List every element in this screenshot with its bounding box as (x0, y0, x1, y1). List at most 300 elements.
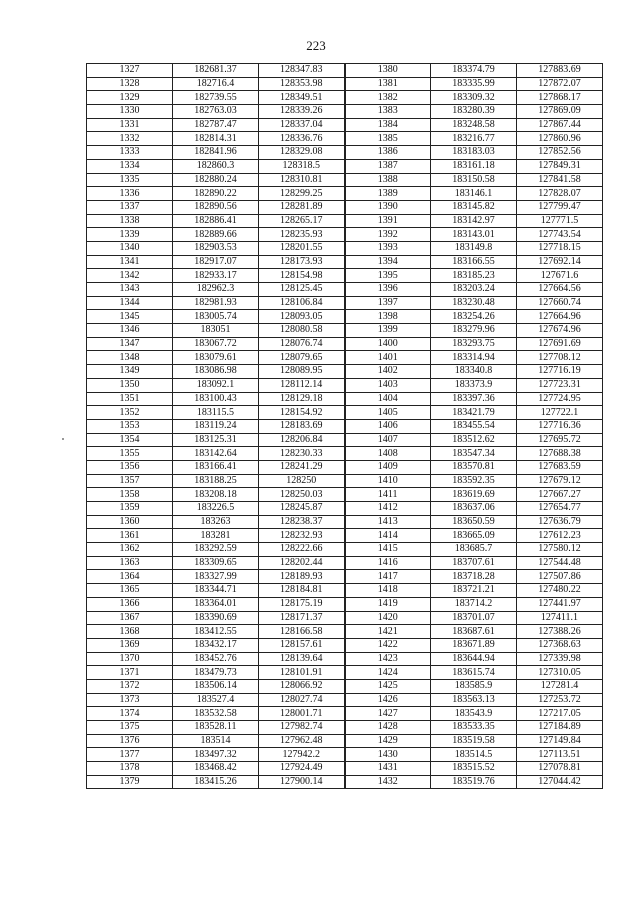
y-coordinate-cell: 128339.26 (259, 105, 345, 119)
x-coordinate-cell: 183067.72 (173, 337, 259, 351)
point-number-cell: 1377 (87, 748, 173, 762)
point-number-cell: 1420 (345, 611, 431, 625)
point-number-cell: 1330 (87, 105, 173, 119)
x-coordinate-cell: 183547.34 (431, 447, 517, 461)
y-coordinate-cell: 128001.71 (259, 707, 345, 721)
point-number-cell: 1361 (87, 529, 173, 543)
y-coordinate-cell: 127612.23 (517, 529, 603, 543)
point-number-cell: 1380 (345, 64, 431, 78)
point-number-cell: 1432 (345, 775, 431, 789)
y-coordinate-cell: 127113.51 (517, 748, 603, 762)
coordinates-table (86, 63, 603, 789)
y-coordinate-cell: 128157.61 (259, 638, 345, 652)
table-row (87, 77, 603, 91)
x-coordinate-cell: 182841.96 (173, 146, 259, 160)
point-number-cell: 1365 (87, 584, 173, 598)
point-number-cell: 1413 (345, 515, 431, 529)
x-coordinate-cell: 183479.73 (173, 666, 259, 680)
x-coordinate-cell: 182933.17 (173, 269, 259, 283)
table-row (87, 433, 603, 447)
y-coordinate-cell: 127149.84 (517, 734, 603, 748)
y-coordinate-cell: 127982.74 (259, 721, 345, 735)
table-row (87, 638, 603, 652)
y-coordinate-cell: 128154.98 (259, 269, 345, 283)
y-coordinate-cell: 127660.74 (517, 296, 603, 310)
point-number-cell: 1385 (345, 132, 431, 146)
y-coordinate-cell: 127872.07 (517, 77, 603, 91)
table-row (87, 269, 603, 283)
table-row (87, 351, 603, 365)
x-coordinate-cell: 183327.99 (173, 570, 259, 584)
y-coordinate-cell: 128129.18 (259, 392, 345, 406)
point-number-cell: 1346 (87, 324, 173, 338)
x-coordinate-cell: 183161.18 (431, 159, 517, 173)
x-coordinate-cell: 183592.35 (431, 474, 517, 488)
point-number-cell: 1427 (345, 707, 431, 721)
point-number-cell: 1405 (345, 406, 431, 420)
x-coordinate-cell: 182962.3 (173, 283, 259, 297)
point-number-cell: 1350 (87, 378, 173, 392)
point-number-cell: 1426 (345, 693, 431, 707)
y-coordinate-cell: 128171.37 (259, 611, 345, 625)
point-number-cell: 1341 (87, 255, 173, 269)
y-coordinate-cell: 127868.17 (517, 91, 603, 105)
y-coordinate-cell: 128299.25 (259, 187, 345, 201)
table-row (87, 543, 603, 557)
table-row (87, 693, 603, 707)
x-coordinate-cell: 183364.01 (173, 597, 259, 611)
x-coordinate-cell: 182739.55 (173, 91, 259, 105)
y-coordinate-cell: 127667.27 (517, 488, 603, 502)
x-coordinate-cell: 183637.06 (431, 502, 517, 516)
y-coordinate-cell: 128238.37 (259, 515, 345, 529)
point-number-cell: 1360 (87, 515, 173, 529)
point-number-cell: 1395 (345, 269, 431, 283)
table-row (87, 460, 603, 474)
point-number-cell: 1358 (87, 488, 173, 502)
y-coordinate-cell: 127867.44 (517, 118, 603, 132)
y-coordinate-cell: 128265.17 (259, 214, 345, 228)
point-number-cell: 1342 (87, 269, 173, 283)
x-coordinate-cell: 183149.8 (431, 241, 517, 255)
table-row (87, 173, 603, 187)
y-coordinate-cell: 127883.69 (517, 64, 603, 78)
x-coordinate-cell: 182981.93 (173, 296, 259, 310)
table-row (87, 283, 603, 297)
y-coordinate-cell: 128066.92 (259, 679, 345, 693)
x-coordinate-cell: 183644.94 (431, 652, 517, 666)
x-coordinate-cell: 183685.7 (431, 543, 517, 557)
x-coordinate-cell: 183226.5 (173, 502, 259, 516)
x-coordinate-cell: 183455.54 (431, 419, 517, 433)
point-number-cell: 1417 (345, 570, 431, 584)
point-number-cell: 1399 (345, 324, 431, 338)
point-number-cell: 1402 (345, 365, 431, 379)
x-coordinate-cell: 183373.9 (431, 378, 517, 392)
y-coordinate-cell: 127683.59 (517, 460, 603, 474)
y-coordinate-cell: 128101.91 (259, 666, 345, 680)
point-number-cell: 1421 (345, 625, 431, 639)
table-row (87, 529, 603, 543)
x-coordinate-cell: 183515.52 (431, 762, 517, 776)
table-row (87, 241, 603, 255)
x-coordinate-cell: 183051 (173, 324, 259, 338)
y-coordinate-cell: 127695.72 (517, 433, 603, 447)
x-coordinate-cell: 183183.03 (431, 146, 517, 160)
x-coordinate-cell: 182787.47 (173, 118, 259, 132)
point-number-cell: 1414 (345, 529, 431, 543)
x-coordinate-cell: 183397.36 (431, 392, 517, 406)
y-coordinate-cell: 127900.14 (259, 775, 345, 789)
x-coordinate-cell: 182886.41 (173, 214, 259, 228)
x-coordinate-cell: 183452.76 (173, 652, 259, 666)
point-number-cell: 1332 (87, 132, 173, 146)
y-coordinate-cell: 127664.96 (517, 310, 603, 324)
table-row (87, 296, 603, 310)
table-row (87, 132, 603, 146)
point-number-cell: 1391 (345, 214, 431, 228)
x-coordinate-cell: 183279.96 (431, 324, 517, 338)
table-row (87, 118, 603, 132)
point-number-cell: 1344 (87, 296, 173, 310)
point-number-cell: 1375 (87, 721, 173, 735)
point-number-cell: 1372 (87, 679, 173, 693)
y-coordinate-cell: 127679.12 (517, 474, 603, 488)
point-number-cell: 1368 (87, 625, 173, 639)
y-coordinate-cell: 127253.72 (517, 693, 603, 707)
point-number-cell: 1430 (345, 748, 431, 762)
table-row (87, 762, 603, 776)
x-coordinate-cell: 183506.14 (173, 679, 259, 693)
point-number-cell: 1329 (87, 91, 173, 105)
point-number-cell: 1410 (345, 474, 431, 488)
point-number-cell: 1423 (345, 652, 431, 666)
y-coordinate-cell: 127184.89 (517, 721, 603, 735)
point-number-cell: 1337 (87, 200, 173, 214)
y-coordinate-cell: 127217.05 (517, 707, 603, 721)
y-coordinate-cell: 128189.93 (259, 570, 345, 584)
table-row (87, 419, 603, 433)
x-coordinate-cell: 183292.59 (173, 543, 259, 557)
y-coordinate-cell: 128318.5 (259, 159, 345, 173)
table-row (87, 734, 603, 748)
x-coordinate-cell: 183119.24 (173, 419, 259, 433)
y-coordinate-cell: 128139.64 (259, 652, 345, 666)
point-number-cell: 1400 (345, 337, 431, 351)
x-coordinate-cell: 183543.9 (431, 707, 517, 721)
x-coordinate-cell: 183254.26 (431, 310, 517, 324)
point-number-cell: 1351 (87, 392, 173, 406)
x-coordinate-cell: 183615.74 (431, 666, 517, 680)
point-number-cell: 1415 (345, 543, 431, 557)
y-coordinate-cell: 128222.66 (259, 543, 345, 557)
x-coordinate-cell: 183092.1 (173, 378, 259, 392)
point-number-cell: 1336 (87, 187, 173, 201)
table-row (87, 378, 603, 392)
point-number-cell: 1408 (345, 447, 431, 461)
point-number-cell: 1403 (345, 378, 431, 392)
x-coordinate-cell: 183166.55 (431, 255, 517, 269)
y-coordinate-cell: 127281.4 (517, 679, 603, 693)
table-row (87, 556, 603, 570)
point-number-cell: 1384 (345, 118, 431, 132)
table-row (87, 324, 603, 338)
x-coordinate-cell: 183340.8 (431, 365, 517, 379)
table-row (87, 652, 603, 666)
table-row (87, 515, 603, 529)
x-coordinate-cell: 182860.3 (173, 159, 259, 173)
table-row (87, 200, 603, 214)
y-coordinate-cell: 127841.58 (517, 173, 603, 187)
x-coordinate-cell: 183374.79 (431, 64, 517, 78)
y-coordinate-cell: 128093.05 (259, 310, 345, 324)
x-coordinate-cell: 183718.28 (431, 570, 517, 584)
table-row (87, 570, 603, 584)
x-coordinate-cell: 183216.77 (431, 132, 517, 146)
y-coordinate-cell: 127441.97 (517, 597, 603, 611)
y-coordinate-cell: 128310.81 (259, 173, 345, 187)
point-number-cell: 1390 (345, 200, 431, 214)
y-coordinate-cell: 127852.56 (517, 146, 603, 160)
y-coordinate-cell: 128027.74 (259, 693, 345, 707)
point-number-cell: 1425 (345, 679, 431, 693)
x-coordinate-cell: 183309.65 (173, 556, 259, 570)
x-coordinate-cell: 183100.43 (173, 392, 259, 406)
y-coordinate-cell: 127716.36 (517, 419, 603, 433)
y-coordinate-cell: 128184.81 (259, 584, 345, 598)
x-coordinate-cell: 183412.55 (173, 625, 259, 639)
y-coordinate-cell: 127688.38 (517, 447, 603, 461)
y-coordinate-cell: 128089.95 (259, 365, 345, 379)
point-number-cell: 1418 (345, 584, 431, 598)
point-number-cell: 1406 (345, 419, 431, 433)
point-number-cell: 1401 (345, 351, 431, 365)
x-coordinate-cell: 183707.61 (431, 556, 517, 570)
point-number-cell: 1369 (87, 638, 173, 652)
table-row (87, 105, 603, 119)
point-number-cell: 1387 (345, 159, 431, 173)
y-coordinate-cell: 127716.19 (517, 365, 603, 379)
y-coordinate-cell: 128175.19 (259, 597, 345, 611)
y-coordinate-cell: 127718.15 (517, 241, 603, 255)
table-row (87, 310, 603, 324)
x-coordinate-cell: 183514.5 (431, 748, 517, 762)
x-coordinate-cell: 183314.94 (431, 351, 517, 365)
y-coordinate-cell: 128125.45 (259, 283, 345, 297)
y-coordinate-cell: 127724.95 (517, 392, 603, 406)
point-number-cell: 1357 (87, 474, 173, 488)
point-number-cell: 1367 (87, 611, 173, 625)
x-coordinate-cell: 183293.75 (431, 337, 517, 351)
x-coordinate-cell: 183527.4 (173, 693, 259, 707)
y-coordinate-cell: 127692.14 (517, 255, 603, 269)
x-coordinate-cell: 183086.98 (173, 365, 259, 379)
x-coordinate-cell: 182681.37 (173, 64, 259, 78)
x-coordinate-cell: 183142.97 (431, 214, 517, 228)
point-number-cell: 1376 (87, 734, 173, 748)
point-number-cell: 1382 (345, 91, 431, 105)
x-coordinate-cell: 183421.79 (431, 406, 517, 420)
y-coordinate-cell: 127368.63 (517, 638, 603, 652)
x-coordinate-cell: 182890.56 (173, 200, 259, 214)
table-row (87, 721, 603, 735)
point-number-cell: 1349 (87, 365, 173, 379)
point-number-cell: 1409 (345, 460, 431, 474)
y-coordinate-cell: 127962.48 (259, 734, 345, 748)
y-coordinate-cell: 128079.65 (259, 351, 345, 365)
point-number-cell: 1394 (345, 255, 431, 269)
table-row (87, 214, 603, 228)
y-coordinate-cell: 127411.1 (517, 611, 603, 625)
table-row (87, 159, 603, 173)
table-row (87, 584, 603, 598)
x-coordinate-cell: 183309.32 (431, 91, 517, 105)
point-number-cell: 1412 (345, 502, 431, 516)
table-row (87, 775, 603, 789)
point-number-cell: 1424 (345, 666, 431, 680)
x-coordinate-cell: 183528.11 (173, 721, 259, 735)
x-coordinate-cell: 183208.18 (173, 488, 259, 502)
point-number-cell: 1353 (87, 419, 173, 433)
y-coordinate-cell: 127771.5 (517, 214, 603, 228)
point-number-cell: 1335 (87, 173, 173, 187)
point-number-cell: 1348 (87, 351, 173, 365)
y-coordinate-cell: 127869.09 (517, 105, 603, 119)
y-coordinate-cell: 128329.08 (259, 146, 345, 160)
x-coordinate-cell: 183079.61 (173, 351, 259, 365)
y-coordinate-cell: 127310.05 (517, 666, 603, 680)
point-number-cell: 1328 (87, 77, 173, 91)
x-coordinate-cell: 183143.01 (431, 228, 517, 242)
point-number-cell: 1392 (345, 228, 431, 242)
y-coordinate-cell: 127654.77 (517, 502, 603, 516)
table-row (87, 474, 603, 488)
y-coordinate-cell: 127799.47 (517, 200, 603, 214)
point-number-cell: 1370 (87, 652, 173, 666)
point-number-cell: 1333 (87, 146, 173, 160)
point-number-cell: 1398 (345, 310, 431, 324)
point-number-cell: 1366 (87, 597, 173, 611)
x-coordinate-cell: 182890.22 (173, 187, 259, 201)
table-row (87, 447, 603, 461)
x-coordinate-cell: 183721.21 (431, 584, 517, 598)
x-coordinate-cell: 183142.64 (173, 447, 259, 461)
x-coordinate-cell: 183687.61 (431, 625, 517, 639)
y-coordinate-cell: 127480.22 (517, 584, 603, 598)
table-row (87, 666, 603, 680)
y-coordinate-cell: 127078.81 (517, 762, 603, 776)
point-number-cell: 1339 (87, 228, 173, 242)
x-coordinate-cell: 183714.2 (431, 597, 517, 611)
x-coordinate-cell: 183248.58 (431, 118, 517, 132)
point-number-cell: 1356 (87, 460, 173, 474)
x-coordinate-cell: 183263 (173, 515, 259, 529)
y-coordinate-cell: 128080.58 (259, 324, 345, 338)
point-number-cell: 1347 (87, 337, 173, 351)
x-coordinate-cell: 183519.58 (431, 734, 517, 748)
x-coordinate-cell: 183188.25 (173, 474, 259, 488)
point-number-cell: 1364 (87, 570, 173, 584)
y-coordinate-cell: 127743.54 (517, 228, 603, 242)
point-number-cell: 1407 (345, 433, 431, 447)
y-coordinate-cell: 127708.12 (517, 351, 603, 365)
point-number-cell: 1389 (345, 187, 431, 201)
point-number-cell: 1359 (87, 502, 173, 516)
point-number-cell: 1428 (345, 721, 431, 735)
point-number-cell: 1381 (345, 77, 431, 91)
point-number-cell: 1363 (87, 556, 173, 570)
x-coordinate-cell: 183344.71 (173, 584, 259, 598)
x-coordinate-cell: 183115.5 (173, 406, 259, 420)
y-coordinate-cell: 127828.07 (517, 187, 603, 201)
point-number-cell: 1374 (87, 707, 173, 721)
y-coordinate-cell: 128202.44 (259, 556, 345, 570)
y-coordinate-cell: 127849.31 (517, 159, 603, 173)
point-number-cell: 1379 (87, 775, 173, 789)
y-coordinate-cell: 128347.83 (259, 64, 345, 78)
point-number-cell: 1354 (87, 433, 173, 447)
x-coordinate-cell: 183650.59 (431, 515, 517, 529)
point-number-cell: 1383 (345, 105, 431, 119)
y-coordinate-cell: 128112.14 (259, 378, 345, 392)
point-number-cell: 1388 (345, 173, 431, 187)
x-coordinate-cell: 183125.31 (173, 433, 259, 447)
y-coordinate-cell: 128353.98 (259, 77, 345, 91)
point-number-cell: 1378 (87, 762, 173, 776)
point-number-cell: 1371 (87, 666, 173, 680)
point-number-cell: 1396 (345, 283, 431, 297)
x-coordinate-cell: 183514 (173, 734, 259, 748)
x-coordinate-cell: 183432.17 (173, 638, 259, 652)
y-coordinate-cell: 127691.69 (517, 337, 603, 351)
point-number-cell: 1362 (87, 543, 173, 557)
table-row (87, 228, 603, 242)
y-coordinate-cell: 127924.49 (259, 762, 345, 776)
table-row (87, 502, 603, 516)
y-coordinate-cell: 128201.55 (259, 241, 345, 255)
point-number-cell: 1422 (345, 638, 431, 652)
table-row (87, 255, 603, 269)
y-coordinate-cell: 128076.74 (259, 337, 345, 351)
x-coordinate-cell: 183150.58 (431, 173, 517, 187)
x-coordinate-cell: 183619.69 (431, 488, 517, 502)
y-coordinate-cell: 127388.26 (517, 625, 603, 639)
point-number-cell: 1343 (87, 283, 173, 297)
x-coordinate-cell: 183468.42 (173, 762, 259, 776)
point-number-cell: 1345 (87, 310, 173, 324)
x-coordinate-cell: 183185.23 (431, 269, 517, 283)
y-coordinate-cell: 127671.6 (517, 269, 603, 283)
x-coordinate-cell: 183701.07 (431, 611, 517, 625)
x-coordinate-cell: 183146.1 (431, 187, 517, 201)
y-coordinate-cell: 128336.76 (259, 132, 345, 146)
y-coordinate-cell: 127636.79 (517, 515, 603, 529)
table-row (87, 611, 603, 625)
y-coordinate-cell: 128232.93 (259, 529, 345, 543)
y-coordinate-cell: 128106.84 (259, 296, 345, 310)
point-number-cell: 1416 (345, 556, 431, 570)
point-number-cell: 1431 (345, 762, 431, 776)
point-number-cell: 1429 (345, 734, 431, 748)
y-coordinate-cell: 127044.42 (517, 775, 603, 789)
y-coordinate-cell: 128183.69 (259, 419, 345, 433)
x-coordinate-cell: 183005.74 (173, 310, 259, 324)
table-row (87, 707, 603, 721)
x-coordinate-cell: 183230.48 (431, 296, 517, 310)
y-coordinate-cell: 128250 (259, 474, 345, 488)
table-row (87, 679, 603, 693)
point-number-cell: 1411 (345, 488, 431, 502)
